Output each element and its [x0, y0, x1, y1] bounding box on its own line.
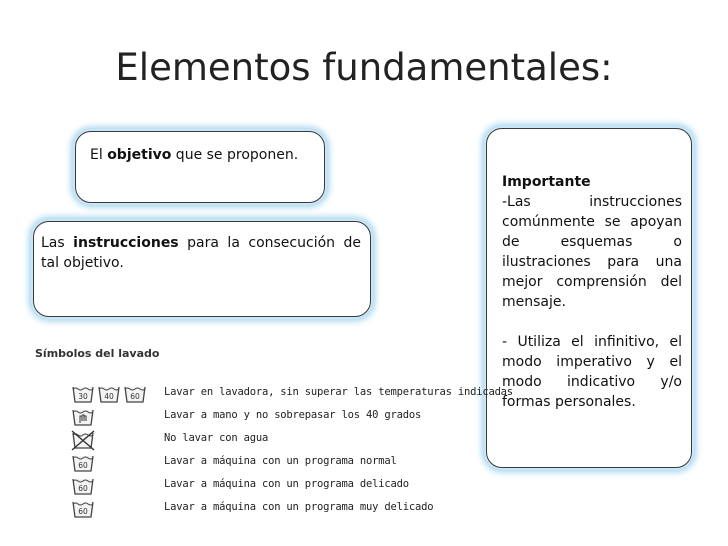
important-box — [486, 128, 692, 468]
washing-symbol-row — [68, 383, 513, 405]
washing-symbol-label: Lavar a máquina con un programa normal — [164, 455, 397, 467]
washing-symbol-label: Lavar a máquina con un programa delicado — [164, 478, 409, 490]
washing-symbol-row — [68, 498, 468, 520]
washing-symbol-row — [68, 475, 468, 497]
objective-bold: objetivo — [107, 147, 172, 163]
washing-symbol-row — [68, 429, 468, 451]
important-text — [502, 172, 682, 412]
objective-box — [75, 131, 325, 203]
washing-symbol-row — [68, 406, 468, 428]
washing-icons — [68, 406, 158, 428]
svg-text:40: 40 — [104, 392, 114, 401]
svg-text:60: 60 — [78, 484, 88, 493]
wash-tub-icon — [73, 387, 93, 402]
washing-icons — [68, 429, 158, 451]
wash-tub-icon — [73, 410, 93, 425]
important-paragraph-2: - Utiliza el infinitivo, el modo imperativo y el modo indicativo y/o formas personales. — [502, 334, 682, 410]
wash-tub-icon — [73, 479, 93, 494]
objective-text: El objetivo que se proponen. — [90, 147, 299, 163]
svg-text:60: 60 — [130, 392, 140, 401]
instructions-text: Las instrucciones para la consecución de tal objetivo. — [41, 235, 362, 271]
instructions-box — [33, 221, 371, 317]
svg-text:60: 60 — [78, 461, 88, 470]
washing-icons — [68, 452, 158, 474]
washing-icons — [68, 498, 158, 520]
svg-text:60: 60 — [78, 507, 88, 516]
wash-tub-icon — [125, 387, 145, 402]
washing-symbol-label: Lavar en lavadora, sin superar las temperaturas indicadas — [164, 386, 513, 398]
washing-symbol-label: No lavar con agua — [164, 432, 269, 444]
important-heading: Importante — [502, 174, 591, 190]
wash-tub-icon — [73, 502, 93, 517]
washing-symbol-label: Lavar a mano y no sobrepasar los 40 grados — [164, 409, 422, 421]
washing-icons — [68, 475, 158, 497]
wash-tub-icon — [73, 456, 93, 471]
svg-text:30: 30 — [78, 392, 88, 401]
instructions-bold: instrucciones — [73, 235, 179, 251]
washing-symbols-title: Símbolos del lavado — [35, 347, 160, 360]
washing-symbol-label: Lavar a máquina con un programa muy delicado — [164, 501, 434, 513]
washing-icons — [68, 383, 158, 405]
slide-title: Elementos fundamentales: — [115, 46, 613, 89]
wash-tub-icon — [72, 431, 94, 450]
important-paragraph-1: -Las instrucciones comúnmente se apoyan de esquemas o ilustraciones para una mejor comprensión del mensaje. — [502, 194, 682, 310]
wash-tub-icon — [99, 387, 119, 402]
washing-symbol-row — [68, 452, 468, 474]
